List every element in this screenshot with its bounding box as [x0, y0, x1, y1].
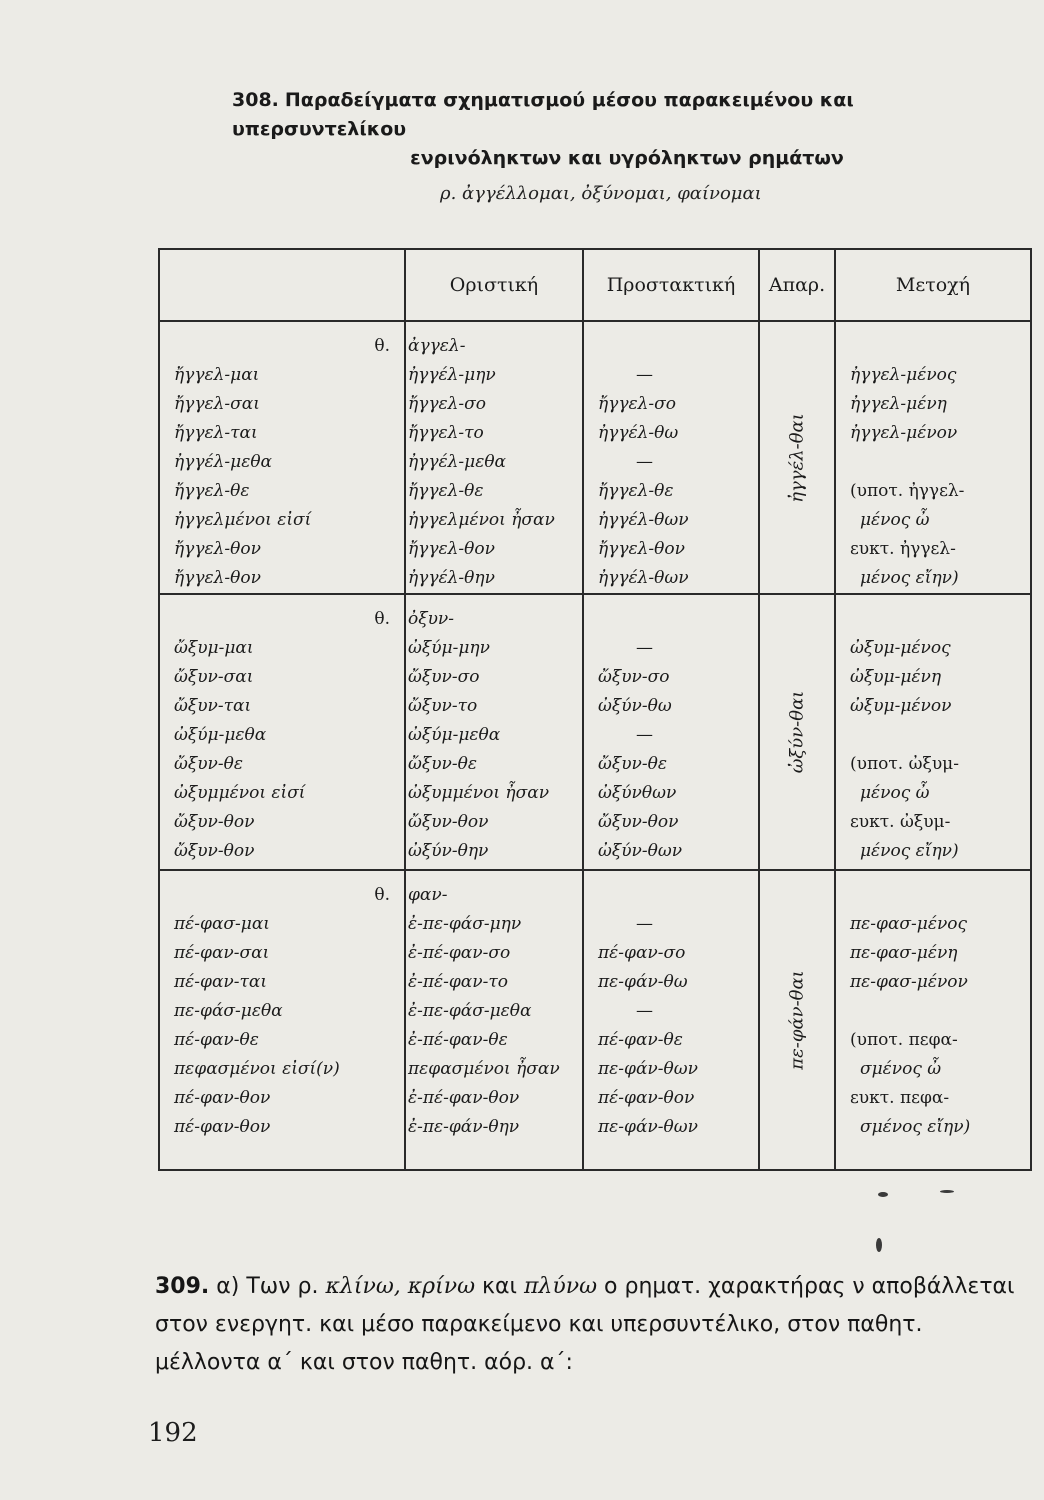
- participle-form: ευκτ. ὠξυμ-: [850, 812, 951, 832]
- imperative-form: ἤγγελ-θον: [598, 539, 685, 559]
- participle-form: ἠγγελ-μένον: [850, 423, 958, 443]
- pluperfect-form: ἐ-πέ-φαν-σο: [408, 943, 511, 963]
- header-infinitive: Απαρ.: [759, 249, 835, 321]
- pluperfect-form: ἤγγελ-θε: [408, 481, 484, 501]
- section-309-text-b: ο ρηματ. χαρακτήρας ν αποβάλλεται στον ενεργητ. και μέσο παρακείμενο και υπερσυντέλικο, στον παθητ. μέλλοντα α΄ και στον παθητ. αόρ. α΄:: [155, 1274, 1015, 1375]
- imperative-form: πέ-φαν-σο: [598, 943, 686, 963]
- stem-prefix: θ.: [374, 336, 390, 356]
- perfect-form: ἤγγελ-ται: [174, 423, 258, 443]
- heading-line-2: ενρινόληκτων και υγρόληκτων ρημάτων: [410, 147, 844, 169]
- table-block-row: [159, 321, 1031, 594]
- spacer: [598, 332, 758, 361]
- header-imperative: Προστακτική: [583, 249, 759, 321]
- perfect-form: πέ-φαν-θε: [174, 1030, 259, 1050]
- page-number: 192: [148, 1418, 198, 1448]
- imperative-form: —: [636, 914, 653, 934]
- imperative-form: ἤγγελ-θε: [598, 481, 674, 501]
- imperative-form: ἠγγέλ-θων: [598, 510, 689, 530]
- perfect-form: ὤξυν-θον: [174, 841, 255, 861]
- infinitive-form: πε-φάν-θαι: [786, 970, 808, 1070]
- infinitive-cell: [759, 594, 835, 870]
- participle-form: πε-φασ-μένη: [850, 943, 958, 963]
- section-309-paragraph: [155, 1268, 1025, 1382]
- participle-form: ὠξυμ-μένη: [850, 667, 942, 687]
- imperative-form: ἠγγέλ-θω: [598, 423, 679, 443]
- pluperfect-form: ἐ-πε-φάσ-μεθα: [408, 1001, 532, 1021]
- table-block-row: [159, 594, 1031, 870]
- perfect-form: ἠγγελμένοι εἰσί: [174, 510, 312, 530]
- stem-value: φαν-: [408, 885, 448, 905]
- imperative-form: πε-φάν-θων: [598, 1059, 698, 1079]
- imperative-form: ὤξυν-θον: [598, 812, 679, 832]
- perfect-form: πέ-φαν-θον: [174, 1117, 271, 1137]
- stem-value: ὀξυν-: [408, 609, 455, 629]
- imperative-form: ἠγγέλ-θων: [598, 568, 689, 588]
- header-empty: [159, 249, 405, 321]
- imperative-cell: [583, 321, 759, 594]
- conjugation-table: [158, 248, 1032, 1171]
- participle-cell: [835, 321, 1031, 594]
- imperative-form: ὤξυν-θε: [598, 754, 667, 774]
- table-header-row: [159, 249, 1031, 321]
- perfect-form: ὤξυν-θε: [174, 754, 243, 774]
- pluperfect-form: ἤγγελ-το: [408, 423, 484, 443]
- pluperfect-form: ὤξυν-θε: [408, 754, 477, 774]
- imperative-cell: [583, 870, 759, 1170]
- stem-prefix: θ.: [374, 885, 390, 905]
- table-block-row: [159, 870, 1031, 1170]
- pluperfect-form: ἐ-πέ-φαν-το: [408, 972, 509, 992]
- imperative-form: ἤγγελ-σο: [598, 394, 676, 414]
- perfect-form: ἤγγελ-θον: [174, 568, 261, 588]
- imperative-form: —: [636, 725, 653, 745]
- pluperfect-form: ὤξυν-το: [408, 696, 478, 716]
- pluperfect-form: ὤξυν-σο: [408, 667, 480, 687]
- perfect-form: ἤγγελ-θε: [174, 481, 250, 501]
- imperative-form: ὠξύν-θω: [598, 696, 672, 716]
- participle-form: πε-φασ-μένον: [850, 972, 968, 992]
- imperative-form: πε-φάν-θω: [598, 972, 688, 992]
- participle-form: μένος ὦ: [860, 510, 930, 530]
- imperative-form: ὤξυν-σο: [598, 667, 670, 687]
- participle-form: (υποτ. ἠγγελ-: [850, 481, 965, 501]
- imperative-form: ὠξύνθων: [598, 783, 677, 803]
- perfect-form: πεφασμένοι εἰσί(ν): [174, 1059, 340, 1079]
- perfect-form: ἤγγελ-μαι: [174, 365, 260, 385]
- section-309-text-a: α) Των ρ.: [209, 1274, 326, 1299]
- participle-form: ὠξυμ-μένος: [850, 638, 951, 658]
- participle-form: σμένος εἴην): [860, 1117, 971, 1137]
- pluperfect-form: ἠγγέλ-μην: [408, 365, 496, 385]
- perfect-form: ὠξυμμένοι εἰσί: [174, 783, 306, 803]
- imperative-form: —: [636, 452, 653, 472]
- pluperfect-form: ὠξύμ-μην: [408, 638, 490, 658]
- perfect-form: ὤξυν-θον: [174, 812, 255, 832]
- infinitive-form: ὠξύν-θαι: [786, 690, 808, 774]
- imperative-form: —: [636, 1001, 653, 1021]
- perfect-form: ἤγγελ-σαι: [174, 394, 260, 414]
- pluperfect-form: ἤγγελ-σο: [408, 394, 486, 414]
- spacer: [598, 605, 758, 634]
- pluperfect-form: ἐ-πέ-φαν-θον: [408, 1088, 520, 1108]
- participle-form: ἠγγελ-μένος: [850, 365, 957, 385]
- participle-form: (υποτ. πεφα-: [850, 1030, 958, 1050]
- pluperfect-form: ἠγγελμένοι ἦσαν: [408, 510, 555, 530]
- participle-form: [850, 448, 1030, 477]
- perfect-form: ἤγγελ-θον: [174, 539, 261, 559]
- stem-label: [174, 332, 404, 361]
- imperative-form: —: [636, 638, 653, 658]
- perfect-form: ἠγγέλ-μεθα: [174, 452, 273, 472]
- perfect-form: πέ-φαν-θον: [174, 1088, 271, 1108]
- participle-cell: [835, 870, 1031, 1170]
- pluperfect-form: ἠγγέλ-θην: [408, 568, 495, 588]
- participle-form: [850, 997, 1030, 1026]
- spacer: [850, 605, 1030, 634]
- perfect-form: πέ-φαν-ται: [174, 972, 268, 992]
- participle-form: μένος εἴην): [860, 841, 959, 861]
- infinitive-cell: [759, 321, 835, 594]
- perfect-form: πέ-φαν-σαι: [174, 943, 270, 963]
- pluperfect-cell: [405, 594, 583, 870]
- pluperfect-form: ὠξύν-θην: [408, 841, 489, 861]
- participle-form: σμένος ὦ: [860, 1059, 942, 1079]
- section-309-verbs: κλίνω, κρίνω: [325, 1274, 476, 1299]
- perfect-form: ὠξύμ-μεθα: [174, 725, 267, 745]
- participle-form: πε-φασ-μένος: [850, 914, 968, 934]
- pluperfect-form: ὠξυμμένοι ἦσαν: [408, 783, 550, 803]
- pluperfect-form: πεφασμένοι ἦσαν: [408, 1059, 560, 1079]
- heading-line-1: Παραδείγματα σχηματισμού μέσου παρακειμένου και υπερσυντελίκου: [232, 89, 854, 140]
- participle-form: ὠξυμ-μένον: [850, 696, 952, 716]
- participle-form: (υποτ. ὠξυμ-: [850, 754, 959, 774]
- perfect-cell: [159, 321, 405, 594]
- perfect-form: πε-φάσ-μεθα: [174, 1001, 283, 1021]
- participle-form: ευκτ. πεφα-: [850, 1088, 950, 1108]
- imperative-form: ὠξύν-θων: [598, 841, 683, 861]
- pluperfect-form: ἐ-πέ-φαν-θε: [408, 1030, 508, 1050]
- imperative-form: πέ-φαν-θε: [598, 1030, 683, 1050]
- spacer: [850, 332, 1030, 361]
- pluperfect-form: ὠξύμ-μεθα: [408, 725, 501, 745]
- section-308-heading: [232, 86, 1012, 173]
- participle-form: ἠγγελ-μένη: [850, 394, 947, 414]
- infinitive-form: ἠγγέλ-θαι: [786, 412, 808, 503]
- pluperfect-form: ὤξυν-θον: [408, 812, 489, 832]
- imperative-form: πε-φάν-θων: [598, 1117, 698, 1137]
- header-indicative: Οριστική: [405, 249, 583, 321]
- pluperfect-form: ἐ-πε-φάσ-μην: [408, 914, 522, 934]
- perfect-form: πέ-φασ-μαι: [174, 914, 270, 934]
- pluperfect-cell: [405, 321, 583, 594]
- perfect-form: ὤξυν-σαι: [174, 667, 254, 687]
- ink-smudge: [876, 1238, 882, 1252]
- ink-smudge: [940, 1190, 954, 1193]
- pluperfect-form: ἐ-πε-φάν-θην: [408, 1117, 520, 1137]
- perfect-cell: [159, 870, 405, 1170]
- verbs-subtitle: ρ. ἀγγέλλομαι, ὀξύνομαι, φαίνομαι: [440, 183, 762, 204]
- participle-form: ευκτ. ἠγγελ-: [850, 539, 956, 559]
- perfect-cell: [159, 594, 405, 870]
- spacer: [598, 881, 758, 910]
- pluperfect-form: ἠγγέλ-μεθα: [408, 452, 507, 472]
- header-participle: Μετοχή: [835, 249, 1031, 321]
- stem-value: ἀγγελ-: [408, 336, 466, 356]
- stem-label: [174, 881, 404, 910]
- section-309-number: 309.: [155, 1274, 210, 1299]
- section-309-and: και: [475, 1274, 524, 1299]
- participle-form: [850, 721, 1030, 750]
- participle-cell: [835, 594, 1031, 870]
- section-number: 308.: [232, 89, 279, 111]
- imperative-form: —: [636, 365, 653, 385]
- stem-label: [174, 605, 404, 634]
- spacer: [850, 881, 1030, 910]
- perfect-form: ὤξυμ-μαι: [174, 638, 254, 658]
- stem-prefix: θ.: [374, 609, 390, 629]
- imperative-form: πέ-φαν-θον: [598, 1088, 695, 1108]
- infinitive-cell: [759, 870, 835, 1170]
- pluperfect-form: ἤγγελ-θον: [408, 539, 495, 559]
- imperative-cell: [583, 594, 759, 870]
- participle-form: μένος ὦ: [860, 783, 930, 803]
- participle-form: μένος εἴην): [860, 568, 959, 588]
- perfect-form: ὤξυν-ται: [174, 696, 252, 716]
- ink-smudge: [878, 1192, 888, 1197]
- section-309-verb3: πλύνω: [523, 1274, 598, 1299]
- pluperfect-cell: [405, 870, 583, 1170]
